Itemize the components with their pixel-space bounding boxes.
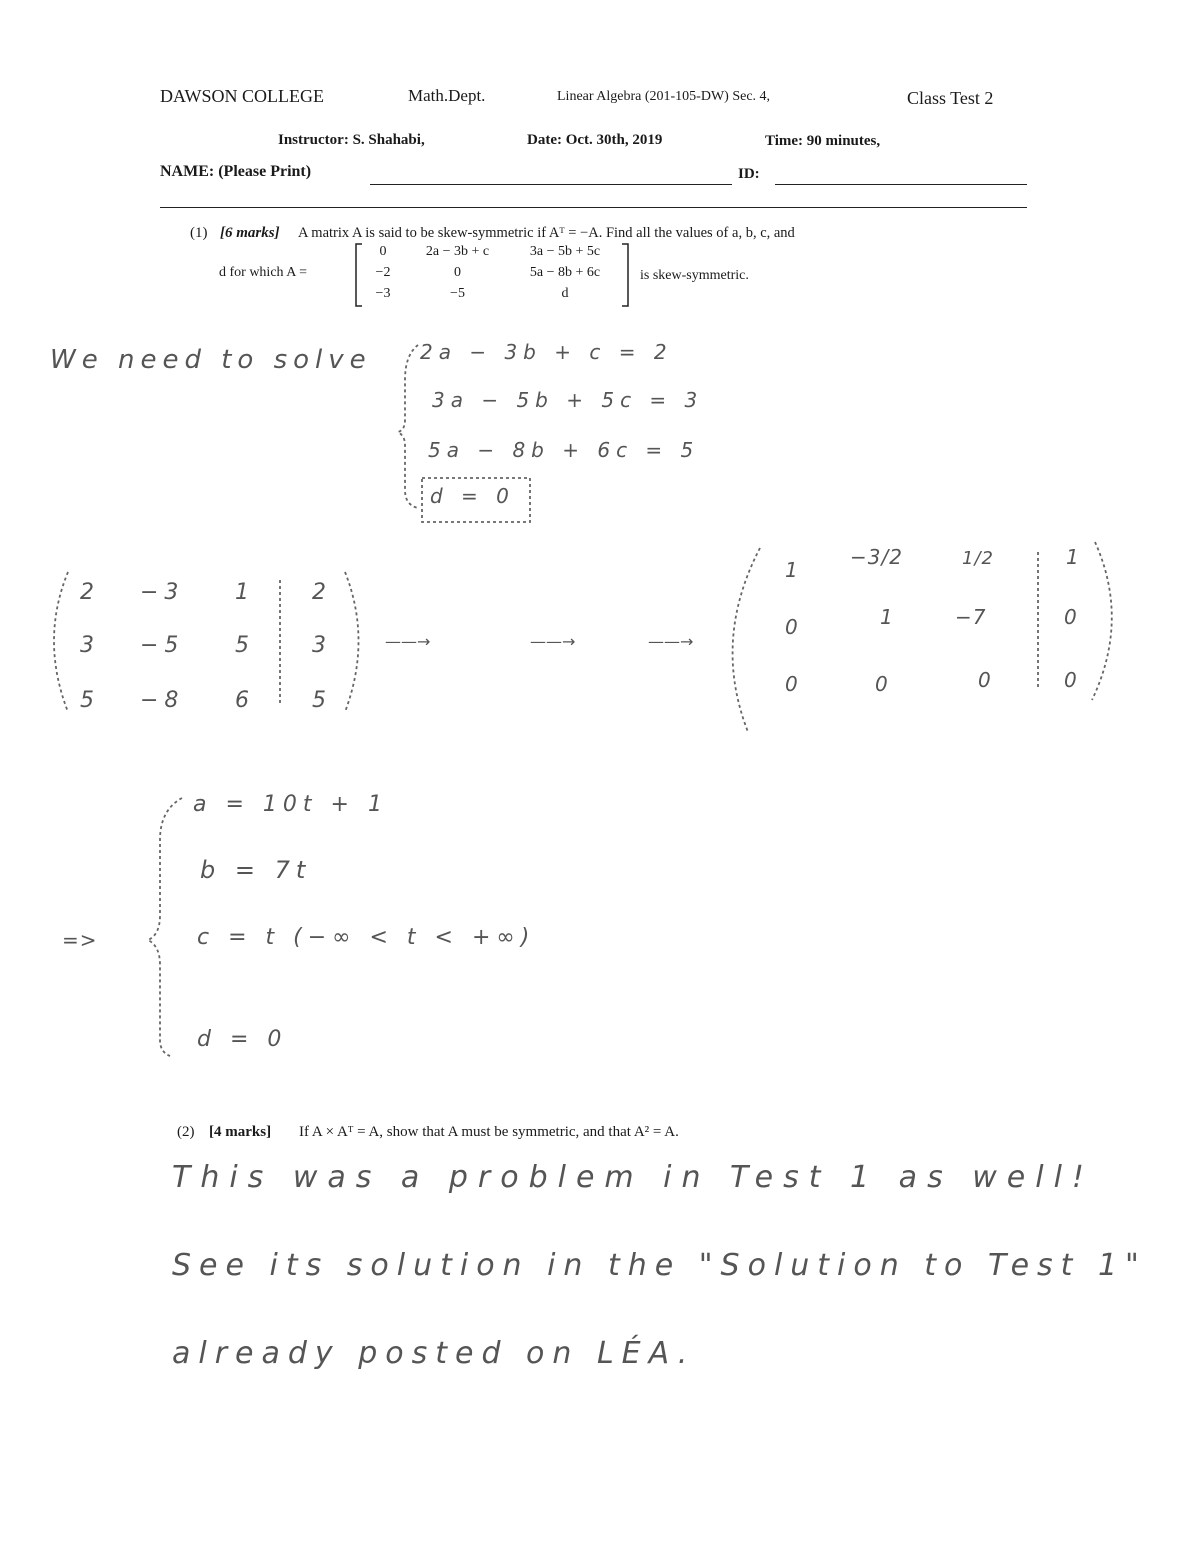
q1-matrix-cell: 2a − 3b + c (425, 244, 490, 259)
hw-aug-cell: 5 (312, 688, 332, 713)
hw-q2-line: This was a problem in Test 1 as well! (172, 1160, 1094, 1195)
q1-tail: is skew-symmetric. (640, 268, 749, 283)
hw-aug-cell: −3 (140, 580, 185, 605)
college-name: DAWSON COLLEGE (160, 86, 325, 106)
hw-solution-line: b = 7t (200, 856, 312, 884)
q1-matrix-cell: 3a − 5b + 5c (529, 244, 601, 259)
q1-matrix-cell: 5a − 8b + 6c (529, 265, 601, 280)
hw-aug-cell: 1/2 (962, 548, 994, 569)
hw-q2-line: See its solution in the "Solution to Test 1" (172, 1248, 1147, 1283)
q1-text: A matrix A is said to be skew-symmetric if Aᵀ = −A. Find all the values of a, b, c, and (298, 225, 795, 241)
hw-aug-cell: 0 (1064, 668, 1083, 692)
hw-aug-cell: 1 (785, 558, 804, 582)
hw-aug-cell: 0 (785, 672, 804, 696)
hw-aug-cell: 0 (875, 672, 894, 696)
department: Math.Dept. (408, 86, 486, 105)
hw-system-eq: d = 0 (430, 484, 515, 508)
hw-aug-cell: 2 (312, 580, 332, 605)
hw-aug-cell: 1 (880, 605, 899, 629)
q2-number: (2) (177, 1124, 195, 1140)
hw-solution-line: a = 10t + 1 (193, 792, 388, 817)
q1-matrix-cell: −3 (375, 286, 391, 301)
hw-aug-cell: −8 (140, 688, 185, 713)
date: Date: Oct. 30th, 2019 (527, 132, 663, 148)
hw-aug-cell: 5 (235, 633, 255, 658)
hw-aug-cell: 1 (235, 580, 255, 605)
time-limit: Time: 90 minutes, (765, 133, 881, 149)
hw-solution-line: d = 0 (197, 1027, 288, 1052)
q2-text: If A × Aᵀ = A, show that A must be symmetric, and that A² = A. (299, 1124, 679, 1140)
hw-aug-cell: 0 (1064, 605, 1083, 629)
hw-solution-line: c = t (−∞ < t < +∞) (197, 925, 536, 950)
q1-matrix-cell: −2 (375, 265, 391, 280)
test-title: Class Test 2 (907, 88, 994, 108)
hw-aug-cell: 1 (1066, 545, 1085, 569)
hw-q2-line: already posted on LÉA. (172, 1336, 696, 1371)
hw-aug-cell: 0 (785, 615, 804, 639)
hw-aug-cell: 6 (235, 688, 255, 713)
hw-aug-cell: 2 (80, 580, 100, 605)
hw-aug-cell: −5 (140, 633, 185, 658)
instructor: Instructor: S. Shahabi, (278, 132, 425, 148)
q1-matrix-cell: 0 (454, 265, 461, 280)
hw-aug-cell: 3 (312, 633, 332, 658)
hw-aug-cell: 5 (80, 688, 100, 713)
q1-d-for: d for which A = (219, 265, 307, 280)
course-title: Linear Algebra (201-105-DW) Sec. 4, (557, 89, 771, 104)
hw-aug-cell: 0 (978, 668, 997, 692)
hw-arrow: ——→ (648, 632, 694, 651)
hw-implies: => (62, 928, 98, 952)
hw-system-eq: 2a − 3b + c = 2 (420, 340, 673, 364)
name-label: NAME: (Please Print) (160, 163, 312, 180)
hw-arrow: ——→ (530, 632, 576, 651)
hw-system-eq: 5a − 8b + 6c = 5 (428, 438, 700, 462)
hw-arrow: ——→ (385, 632, 431, 651)
hw-intro: We need to solve (50, 345, 372, 375)
q1-number: (1) (190, 225, 208, 241)
hw-aug-cell: −3/2 (850, 545, 903, 569)
q1-matrix-cell: d (561, 286, 569, 301)
hw-system-eq: 3a − 5b + 5c = 3 (432, 388, 704, 412)
q1-matrix-cell: −5 (450, 286, 465, 301)
hw-aug-cell: 3 (80, 633, 100, 658)
q1-marks: [6 marks] (220, 225, 280, 241)
q2-marks: [4 marks] (209, 1124, 272, 1140)
q1-matrix-cell: 0 (379, 244, 387, 259)
hw-aug-cell: −7 (955, 605, 987, 629)
id-label: ID: (738, 166, 760, 182)
